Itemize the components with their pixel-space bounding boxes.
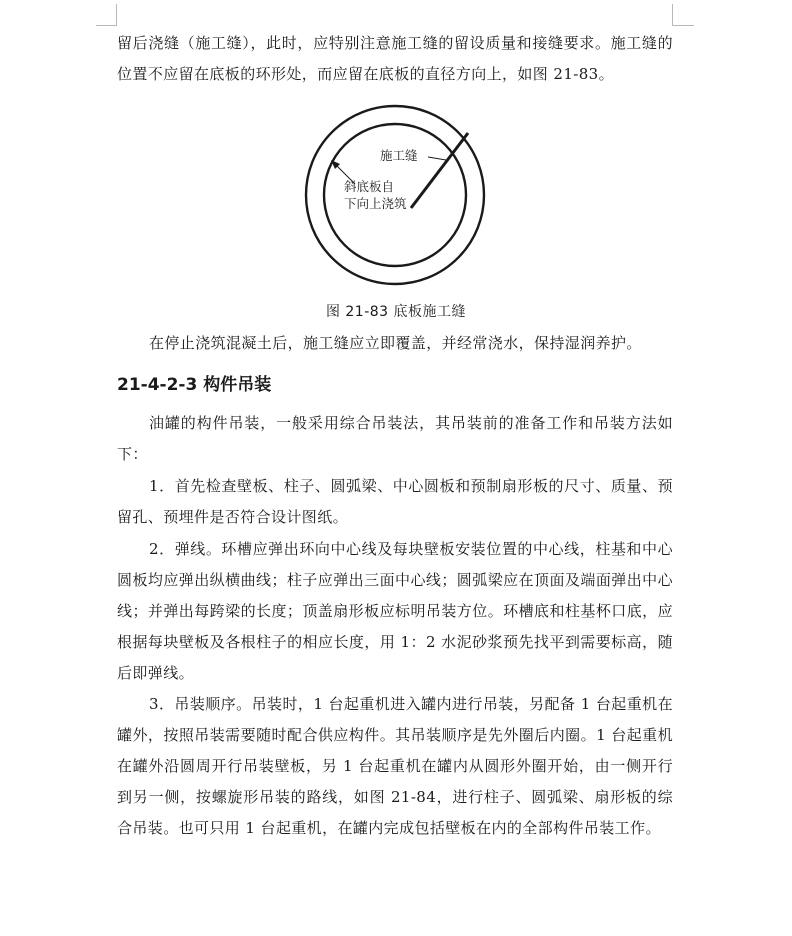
outer-ring-outline — [306, 106, 484, 284]
figure-base-slab-joint — [300, 100, 490, 290]
paragraph-item-2-marking: 2．弹线。环槽应弹出环向中心线及每块壁板安装位置的中心线，柱基和中心圆板均应弹出纵横曲线；柱子应弹出三面中心线；圆弧梁应在顶面及端面弹出中心线；并弹出每跨梁的长度；顶盖扇形板应标明吊装方位。环槽底和柱基杯口底，应根据每块壁板及各根柱子的相应长度，用 1：2 水泥砂浆预先找平到需要标高，随后即弹线。 — [117, 540, 673, 682]
slope-label-line1: 斜底板自 — [344, 179, 395, 194]
paragraph-construction-joint: 留后浇缝（施工缝），此时，应特别注意施工缝的留设质量和接缝要求。施工缝的位置不应留在底板的环形处，而应留在底板的直径方向上，如图 21-83。 — [117, 34, 673, 83]
joint-leader-line — [428, 157, 446, 160]
paragraph-item-3-lifting-order: 3．吊装顺序。吊装时，1 台起重机进入罐内进行吊装，另配备 1 台起重机在罐外，按照吊装需要随时配合供应构件。其吊装顺序是先外圈后内圈。1 台起重机在罐外沿圆周开行吊装壁板，另 1 台起重机在罐内从圆形外圈开始，由一侧开行到另一侧，按螺旋形吊装的路线，如图 21-84，进行柱子、圆弧梁、扇形板的综合吊装。也可只用 1 台起重机，在罐内完成包括壁板在内的全部构件吊装工作。 — [117, 695, 673, 837]
paragraph-item-1-inspection: 1．首先检查壁板、柱子、圆弧梁、中心圆板和预制扇形板的尺寸、质量、预留孔、预埋件是否符合设计图纸。 — [117, 477, 673, 526]
section-heading: 21-4-2-3 构件吊装 — [117, 375, 272, 395]
construction-joint-line — [411, 133, 468, 208]
crop-mark-top-right-h — [672, 25, 694, 26]
inner-ring-outline — [324, 124, 466, 266]
crop-mark-top-left-v — [116, 4, 117, 26]
crop-mark-top-right-v — [672, 4, 673, 26]
crop-mark-top-left-h — [96, 25, 117, 26]
joint-label: 施工缝 — [380, 148, 418, 163]
figure-caption: 图 21-83 底板施工缝 — [325, 304, 467, 320]
paragraph-joint-curing: 在停止浇筑混凝土后，施工缝应立即覆盖，并经常浇水，保持湿润养护。 — [149, 334, 642, 352]
paragraph-lifting-intro: 油罐的构件吊装，一般采用综合吊装法，其吊装前的准备工作和吊装方法如下： — [117, 414, 673, 463]
slope-label-line2: 下向上浇筑 — [344, 196, 407, 211]
